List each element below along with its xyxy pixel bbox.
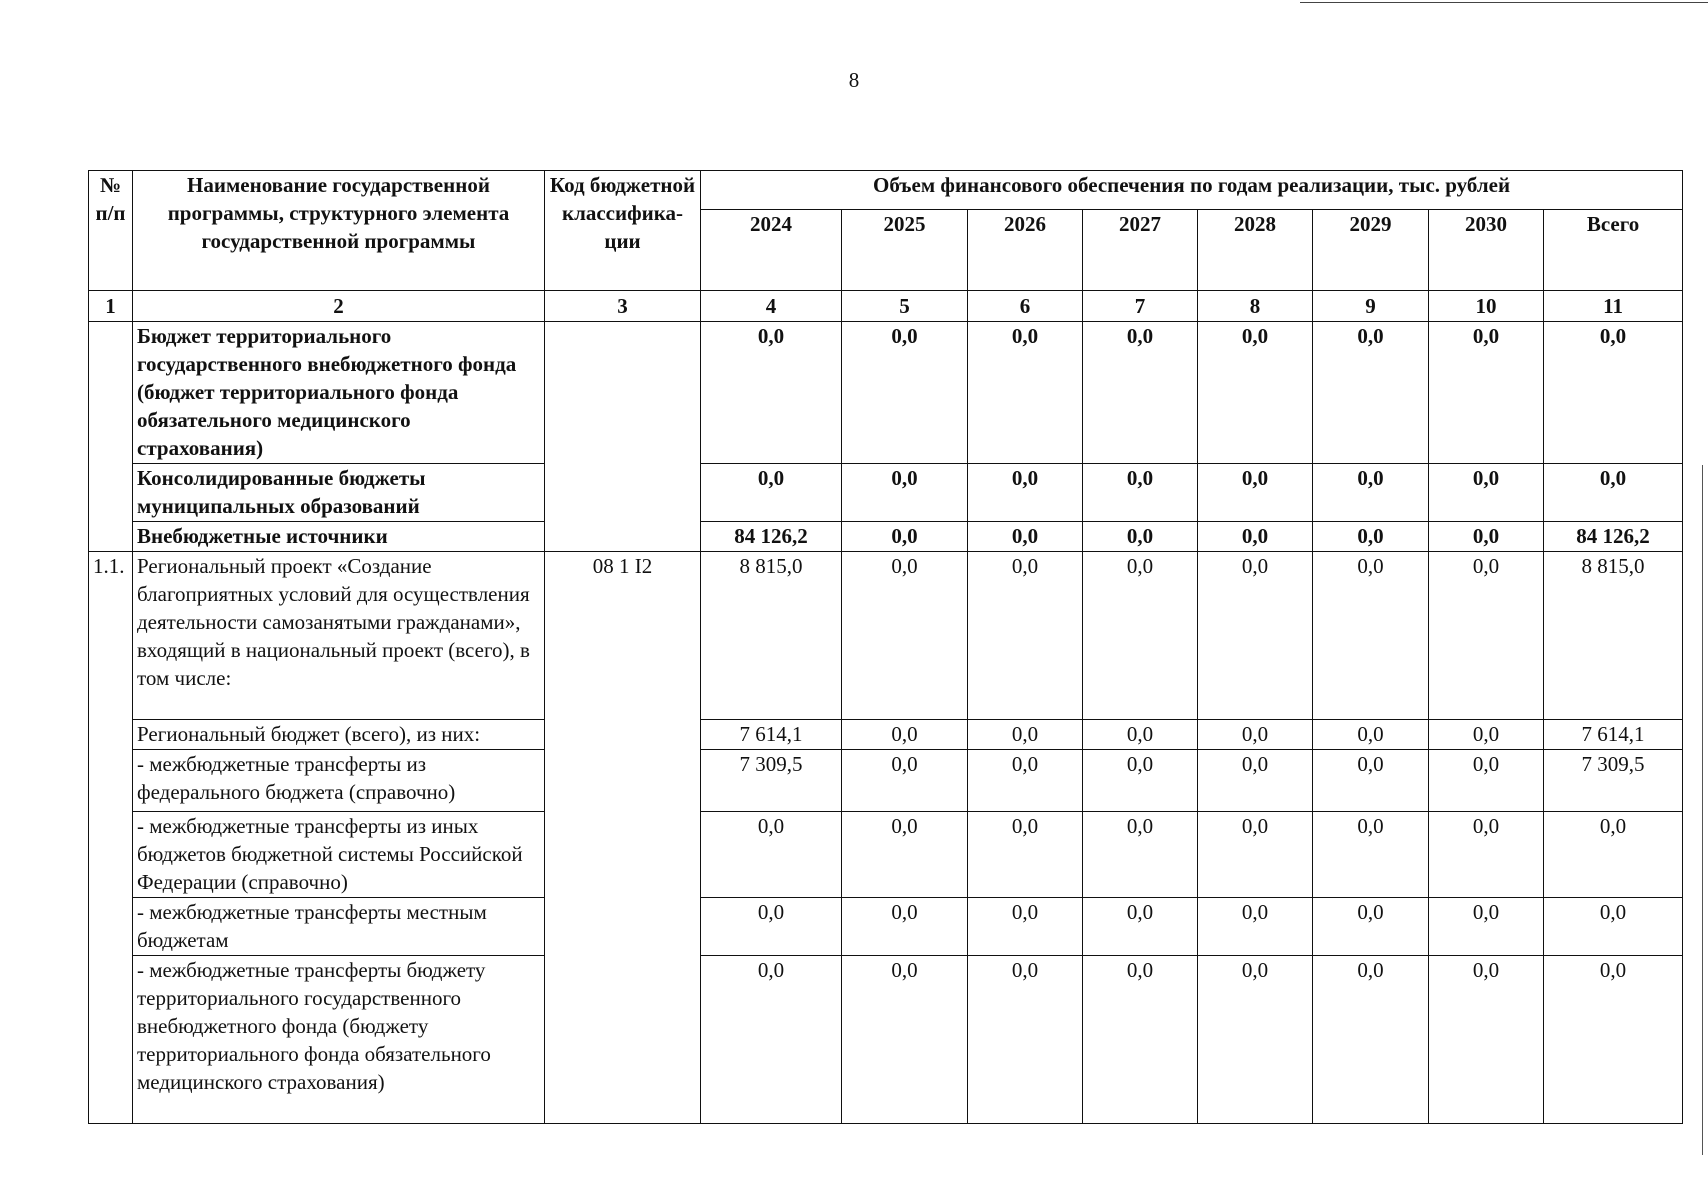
row-total: 0,0 [1544,464,1683,522]
row-value: 0,0 [1429,720,1544,750]
column-number: 2 [133,291,545,322]
row-value: 0,0 [1313,956,1429,1124]
row-total: 7 614,1 [1544,720,1683,750]
header-volume: Объем финансового обеспечения по годам реализации, тыс. рублей [701,171,1683,210]
row-value: 0,0 [1313,750,1429,812]
column-number: 10 [1429,291,1544,322]
row-value: 8 815,0 [701,552,842,720]
row-value: 0,0 [1083,522,1198,552]
row-value: 0,0 [842,322,968,464]
header-year: 2027 [1083,210,1198,291]
row-value: 0,0 [1429,812,1544,898]
row-name: Консолидированные бюджеты муниципальных образований [133,464,545,522]
column-number: 6 [968,291,1083,322]
row-value: 0,0 [968,552,1083,720]
row-value: 0,0 [1083,812,1198,898]
row-value: 0,0 [968,956,1083,1124]
column-number: 9 [1313,291,1429,322]
row-value: 0,0 [1429,898,1544,956]
header-year: 2026 [968,210,1083,291]
column-number: 4 [701,291,842,322]
scan-edge-line [1702,465,1703,1155]
row-value: 0,0 [1083,898,1198,956]
row-total: 7 309,5 [1544,750,1683,812]
header-name: Наименование государственной программы, структурного элемента государственной программы [133,171,545,291]
row-value: 0,0 [842,552,968,720]
row-total: 0,0 [1544,956,1683,1124]
row-value: 0,0 [1429,464,1544,522]
row-value: 0,0 [1083,720,1198,750]
row-total: 84 126,2 [1544,522,1683,552]
table-row [89,898,1683,956]
table-row [89,956,1683,1124]
row-value: 7 309,5 [701,750,842,812]
row-value: 0,0 [701,956,842,1124]
header-year: 2029 [1313,210,1429,291]
row-value: 0,0 [842,812,968,898]
row-value: 0,0 [1429,552,1544,720]
row-value: 0,0 [1083,322,1198,464]
row-value: 0,0 [701,322,842,464]
column-number: 8 [1198,291,1313,322]
table-row [89,720,1683,750]
row-value: 0,0 [1083,552,1198,720]
row-value: 0,0 [1313,522,1429,552]
row-value: 0,0 [968,322,1083,464]
row-name: - межбюджетные трансферты бюджету территориального государственного внебюджетного фонда (бюджету территориального фонда обязательного медицинского страхования) [133,956,545,1124]
row-code: 08 1 I2 [545,552,701,1124]
row-value: 84 126,2 [701,522,842,552]
row-value: 0,0 [1313,898,1429,956]
table-row [89,522,1683,552]
row-value: 0,0 [701,812,842,898]
row-value: 0,0 [1429,956,1544,1124]
row-value: 0,0 [842,720,968,750]
row-name: - межбюджетные трансферты из иных бюджетов бюджетной системы Российской Федерации (справочно) [133,812,545,898]
column-number: 5 [842,291,968,322]
row-name: - межбюджетные трансферты местным бюджетам [133,898,545,956]
column-number: 3 [545,291,701,322]
row-name: Внебюджетные источники [133,522,545,552]
row-value: 0,0 [1083,750,1198,812]
row-value: 0,0 [1198,812,1313,898]
row-value: 0,0 [968,720,1083,750]
row-value: 0,0 [1198,750,1313,812]
row-name: - межбюджетные трансферты из федерального бюджета (справочно) [133,750,545,812]
row-total: 8 815,0 [1544,552,1683,720]
header-year: 2025 [842,210,968,291]
row-value: 0,0 [1313,812,1429,898]
financing-table [88,170,1683,1124]
row-value: 0,0 [701,464,842,522]
row-value: 0,0 [968,464,1083,522]
header-num: № п/п [89,171,133,291]
row-value: 0,0 [1313,464,1429,522]
row-value: 0,0 [842,464,968,522]
row-value: 0,0 [1198,522,1313,552]
row-value: 0,0 [1083,956,1198,1124]
top-rule-line [1300,2,1708,3]
row-value: 0,0 [1198,956,1313,1124]
row-total: 0,0 [1544,898,1683,956]
row-value: 0,0 [842,898,968,956]
row-total: 0,0 [1544,812,1683,898]
column-number-row [89,291,1683,322]
row-value: 0,0 [842,750,968,812]
row-number: 1.1. [89,552,133,1124]
row-total: 0,0 [1544,322,1683,464]
table-row [89,464,1683,522]
row-value: 0,0 [968,898,1083,956]
row-value: 0,0 [1198,898,1313,956]
row-value: 0,0 [842,956,968,1124]
row-value: 0,0 [1083,464,1198,522]
row-value: 0,0 [701,898,842,956]
column-number: 11 [1544,291,1683,322]
column-number: 1 [89,291,133,322]
row-value: 0,0 [1198,464,1313,522]
row-value: 0,0 [968,812,1083,898]
row-value: 0,0 [1429,322,1544,464]
row-value: 0,0 [1198,322,1313,464]
table-row [89,750,1683,812]
header-code: Код бюджетной классифика-ции [545,171,701,291]
header-year: 2030 [1429,210,1544,291]
header-year: 2024 [701,210,842,291]
row-value: 0,0 [1313,552,1429,720]
row-value: 0,0 [968,750,1083,812]
row-value: 0,0 [1313,720,1429,750]
table-row [89,552,1683,720]
row-name: Региональный бюджет (всего), из них: [133,720,545,750]
row-code [545,322,701,552]
row-value: 0,0 [842,522,968,552]
row-value: 0,0 [968,522,1083,552]
row-number [89,322,133,552]
row-value: 0,0 [1198,720,1313,750]
table-row [89,322,1683,464]
row-value: 7 614,1 [701,720,842,750]
row-value: 0,0 [1198,552,1313,720]
page-number: 8 [848,68,860,92]
table-row [89,812,1683,898]
column-number: 7 [1083,291,1198,322]
row-value: 0,0 [1429,522,1544,552]
row-value: 0,0 [1313,322,1429,464]
header-total: Всего [1544,210,1683,291]
row-name: Бюджет территориального государственного внебюджетного фонда (бюджет территориального фонда обязательного медицинского страхования) [133,322,545,464]
row-name: Региональный проект «Создание благоприятных условий для осуществления деятельности самозанятыми гражданами», входящий в национальный проект (всего), в том числе: [133,552,545,720]
header-year: 2028 [1198,210,1313,291]
row-value: 0,0 [1429,750,1544,812]
